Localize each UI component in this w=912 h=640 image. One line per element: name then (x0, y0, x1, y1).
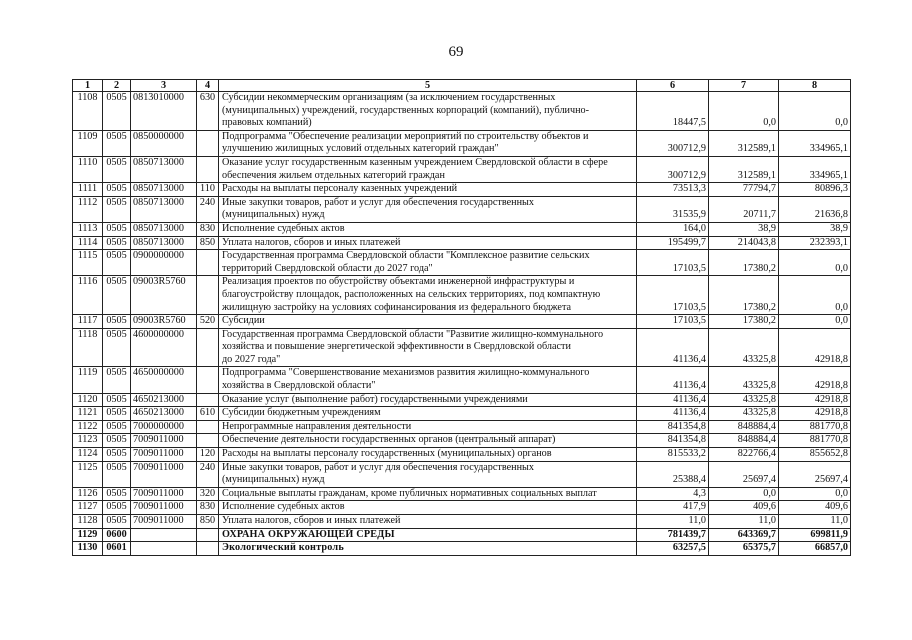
amount-col8-cell: 881770,8 (779, 434, 851, 448)
table-row (73, 222, 851, 236)
row-number-cell: 1117 (73, 315, 103, 329)
section-code-cell: 0505 (103, 130, 131, 156)
item-name-cell: Иные закупки товаров, работ и услуг для обеспечения государственных (муниципальных) нужд (219, 461, 637, 487)
amount-col8-cell: 334965,1 (779, 130, 851, 156)
amount-col8-cell: 21636,8 (779, 196, 851, 222)
header-cell: 5 (219, 80, 637, 92)
item-name-cell: Государственная программа Свердловской области "Комплексное развитие сельских территорий Свердловской области до 2027 года" (219, 250, 637, 276)
row-number-cell: 1126 (73, 487, 103, 501)
expense-type-cell (197, 276, 219, 315)
amount-col6-cell: 195499,7 (637, 236, 709, 250)
table-row (73, 130, 851, 156)
amount-col8-cell: 0,0 (779, 487, 851, 501)
amount-col7-cell: 409,6 (709, 501, 779, 515)
section-code-cell: 0505 (103, 434, 131, 448)
section-code-cell: 0505 (103, 448, 131, 462)
amount-col7-cell: 43325,8 (709, 407, 779, 421)
section-code-cell: 0600 (103, 528, 131, 542)
target-article-cell (131, 542, 197, 556)
expense-type-cell (197, 528, 219, 542)
row-number-cell: 1110 (73, 156, 103, 182)
target-article-cell: 0850713000 (131, 183, 197, 197)
amount-col7-cell: 214043,8 (709, 236, 779, 250)
header-cell: 3 (131, 80, 197, 92)
row-number-cell: 1116 (73, 276, 103, 315)
amount-col6-cell: 25388,4 (637, 461, 709, 487)
expense-type-cell (197, 542, 219, 556)
expense-type-cell (197, 156, 219, 182)
amount-col7-cell: 17380,2 (709, 276, 779, 315)
row-number-cell: 1115 (73, 250, 103, 276)
table-row (73, 487, 851, 501)
amount-col7-cell: 0,0 (709, 92, 779, 131)
header-cell: 6 (637, 80, 709, 92)
row-number-cell: 1119 (73, 367, 103, 393)
target-article-cell: 0813010000 (131, 92, 197, 131)
target-article-cell: 4650213000 (131, 407, 197, 421)
expense-type-cell (197, 393, 219, 407)
section-code-cell: 0505 (103, 156, 131, 182)
amount-col7-cell: 822766,4 (709, 448, 779, 462)
amount-col6-cell: 18447,5 (637, 92, 709, 131)
header-cell: 7 (709, 80, 779, 92)
amount-col8-cell: 38,9 (779, 222, 851, 236)
section-code-cell: 0505 (103, 487, 131, 501)
amount-col6-cell: 300712,9 (637, 130, 709, 156)
amount-col8-cell: 881770,8 (779, 420, 851, 434)
target-article-cell: 7009011000 (131, 434, 197, 448)
row-number-cell: 1109 (73, 130, 103, 156)
expense-type-cell (197, 250, 219, 276)
amount-col7-cell: 25697,4 (709, 461, 779, 487)
item-name-cell: Субсидии некоммерческим организациям (за исключением государственных (муниципальных) учреждений, государственных корпораций (компаний), публично- правовых компаний) (219, 92, 637, 131)
amount-col6-cell: 41136,4 (637, 367, 709, 393)
expense-type-cell (197, 130, 219, 156)
section-code-cell: 0505 (103, 515, 131, 529)
amount-col7-cell: 11,0 (709, 515, 779, 529)
target-article-cell: 4650000000 (131, 367, 197, 393)
item-name-cell: Уплата налогов, сборов и иных платежей (219, 515, 637, 529)
expense-type-cell: 850 (197, 236, 219, 250)
table-row (73, 542, 851, 556)
table-row (73, 196, 851, 222)
amount-col7-cell: 20711,7 (709, 196, 779, 222)
section-code-cell: 0505 (103, 420, 131, 434)
table-row (73, 315, 851, 329)
expense-type-cell: 120 (197, 448, 219, 462)
amount-col8-cell: 699811,9 (779, 528, 851, 542)
amount-col8-cell: 66857,0 (779, 542, 851, 556)
section-code-cell: 0505 (103, 367, 131, 393)
amount-col7-cell: 312589,1 (709, 156, 779, 182)
table-row (73, 461, 851, 487)
row-number-cell: 1130 (73, 542, 103, 556)
expense-type-cell: 630 (197, 92, 219, 131)
header-cell: 2 (103, 80, 131, 92)
row-number-cell: 1124 (73, 448, 103, 462)
amount-col7-cell: 643369,7 (709, 528, 779, 542)
target-article-cell: 4650213000 (131, 393, 197, 407)
target-article-cell: 0850713000 (131, 222, 197, 236)
section-code-cell: 0505 (103, 196, 131, 222)
table-row (73, 448, 851, 462)
row-number-cell: 1111 (73, 183, 103, 197)
expense-type-cell (197, 367, 219, 393)
amount-col6-cell: 41136,4 (637, 328, 709, 367)
target-article-cell: 7009011000 (131, 487, 197, 501)
row-number-cell: 1127 (73, 501, 103, 515)
amount-col6-cell: 73513,3 (637, 183, 709, 197)
amount-col8-cell: 0,0 (779, 92, 851, 131)
table-header-row (73, 80, 851, 92)
table-row (73, 156, 851, 182)
amount-col6-cell: 17103,5 (637, 250, 709, 276)
target-article-cell: 4600000000 (131, 328, 197, 367)
table-row (73, 420, 851, 434)
target-article-cell: 09003R5760 (131, 315, 197, 329)
amount-col6-cell: 17103,5 (637, 315, 709, 329)
amount-col7-cell: 77794,7 (709, 183, 779, 197)
expense-type-cell: 520 (197, 315, 219, 329)
amount-col8-cell: 0,0 (779, 250, 851, 276)
section-code-cell: 0505 (103, 92, 131, 131)
amount-col6-cell: 41136,4 (637, 393, 709, 407)
amount-col7-cell: 17380,2 (709, 315, 779, 329)
budget-table (72, 79, 851, 556)
expense-type-cell: 240 (197, 461, 219, 487)
target-article-cell: 0850713000 (131, 236, 197, 250)
amount-col6-cell: 300712,9 (637, 156, 709, 182)
expense-type-cell (197, 434, 219, 448)
amount-col8-cell: 409,6 (779, 501, 851, 515)
header-cell: 1 (73, 80, 103, 92)
table-row (73, 501, 851, 515)
expense-type-cell: 110 (197, 183, 219, 197)
target-article-cell: 7009011000 (131, 501, 197, 515)
table-row (73, 276, 851, 315)
item-name-cell: Расходы на выплаты персоналу государственных (муниципальных) органов (219, 448, 637, 462)
amount-col8-cell: 0,0 (779, 315, 851, 329)
item-name-cell: Расходы на выплаты персоналу казенных учреждений (219, 183, 637, 197)
row-number-cell: 1123 (73, 434, 103, 448)
row-number-cell: 1129 (73, 528, 103, 542)
target-article-cell: 7009011000 (131, 448, 197, 462)
amount-col8-cell: 232393,1 (779, 236, 851, 250)
amount-col8-cell: 334965,1 (779, 156, 851, 182)
item-name-cell: Реализация проектов по обустройству объектами инженерной инфраструктуры и благоустройству площадок, расположенных на сельских территориях, под компактную жилищную застройку на условиях софинансирования из федерального бюджета (219, 276, 637, 315)
amount-col6-cell: 63257,5 (637, 542, 709, 556)
item-name-cell: Подпрограмма "Совершенствование механизмов развития жилищно-коммунального хозяйства в Свердловской области" (219, 367, 637, 393)
table-row (73, 328, 851, 367)
amount-col8-cell: 42918,8 (779, 393, 851, 407)
amount-col6-cell: 841354,8 (637, 420, 709, 434)
target-article-cell: 7009011000 (131, 461, 197, 487)
expense-type-cell: 240 (197, 196, 219, 222)
item-name-cell: Непрограммные направления деятельности (219, 420, 637, 434)
table-row (73, 183, 851, 197)
section-code-cell: 0505 (103, 236, 131, 250)
amount-col7-cell: 17380,2 (709, 250, 779, 276)
amount-col6-cell: 815533,2 (637, 448, 709, 462)
section-code-cell: 0505 (103, 222, 131, 236)
header-cell: 8 (779, 80, 851, 92)
table-row (73, 407, 851, 421)
row-number-cell: 1108 (73, 92, 103, 131)
amount-col8-cell: 855652,8 (779, 448, 851, 462)
table-row (73, 515, 851, 529)
amount-col8-cell: 80896,3 (779, 183, 851, 197)
expense-type-cell: 830 (197, 222, 219, 236)
amount-col7-cell: 43325,8 (709, 393, 779, 407)
row-number-cell: 1125 (73, 461, 103, 487)
item-name-cell: Обеспечение деятельности государственных органов (центральный аппарат) (219, 434, 637, 448)
table-row (73, 393, 851, 407)
item-name-cell: Субсидии (219, 315, 637, 329)
target-article-cell: 0850713000 (131, 196, 197, 222)
row-number-cell: 1113 (73, 222, 103, 236)
amount-col8-cell: 11,0 (779, 515, 851, 529)
row-number-cell: 1118 (73, 328, 103, 367)
table-row (73, 92, 851, 131)
target-article-cell: 0900000000 (131, 250, 197, 276)
amount-col8-cell: 25697,4 (779, 461, 851, 487)
amount-col7-cell: 43325,8 (709, 328, 779, 367)
row-number-cell: 1121 (73, 407, 103, 421)
amount-col6-cell: 164,0 (637, 222, 709, 236)
item-name-cell: Экологический контроль (219, 542, 637, 556)
page-number: 69 (448, 44, 464, 60)
amount-col8-cell: 0,0 (779, 276, 851, 315)
item-name-cell: Исполнение судебных актов (219, 222, 637, 236)
section-code-cell: 0505 (103, 250, 131, 276)
item-name-cell: Исполнение судебных актов (219, 501, 637, 515)
expense-type-cell: 830 (197, 501, 219, 515)
row-number-cell: 1122 (73, 420, 103, 434)
amount-col6-cell: 17103,5 (637, 276, 709, 315)
expense-type-cell (197, 420, 219, 434)
amount-col8-cell: 42918,8 (779, 367, 851, 393)
amount-col7-cell: 0,0 (709, 487, 779, 501)
expense-type-cell: 850 (197, 515, 219, 529)
amount-col8-cell: 42918,8 (779, 407, 851, 421)
amount-col7-cell: 38,9 (709, 222, 779, 236)
item-name-cell: Оказание услуг (выполнение работ) государственными учреждениями (219, 393, 637, 407)
row-number-cell: 1114 (73, 236, 103, 250)
item-name-cell: Социальные выплаты гражданам, кроме публичных нормативных социальных выплат (219, 487, 637, 501)
amount-col6-cell: 11,0 (637, 515, 709, 529)
item-name-cell: Иные закупки товаров, работ и услуг для обеспечения государственных (муниципальных) нужд (219, 196, 637, 222)
amount-col6-cell: 4,3 (637, 487, 709, 501)
row-number-cell: 1112 (73, 196, 103, 222)
amount-col7-cell: 848884,4 (709, 420, 779, 434)
section-code-cell: 0505 (103, 461, 131, 487)
section-code-cell: 0505 (103, 393, 131, 407)
table-row (73, 367, 851, 393)
row-number-cell: 1128 (73, 515, 103, 529)
item-name-cell: Государственная программа Свердловской области "Развитие жилищно-коммунального хозяйства и повышение энергетической эффективности в Свердловской области до 2027 года" (219, 328, 637, 367)
section-code-cell: 0505 (103, 276, 131, 315)
target-article-cell (131, 528, 197, 542)
target-article-cell: 09003R5760 (131, 276, 197, 315)
section-code-cell: 0505 (103, 407, 131, 421)
amount-col7-cell: 312589,1 (709, 130, 779, 156)
item-name-cell: ОХРАНА ОКРУЖАЮЩЕЙ СРЕДЫ (219, 528, 637, 542)
amount-col8-cell: 42918,8 (779, 328, 851, 367)
table-row (73, 434, 851, 448)
target-article-cell: 7009011000 (131, 515, 197, 529)
amount-col6-cell: 31535,9 (637, 196, 709, 222)
section-code-cell: 0505 (103, 315, 131, 329)
expense-type-cell (197, 328, 219, 367)
table-row (73, 250, 851, 276)
item-name-cell: Подпрограмма "Обеспечение реализации мероприятий по строительству объектов и улучшению жилищных условий отдельных категорий граждан" (219, 130, 637, 156)
item-name-cell: Субсидии бюджетным учреждениям (219, 407, 637, 421)
amount-col7-cell: 65375,7 (709, 542, 779, 556)
expense-type-cell: 610 (197, 407, 219, 421)
row-number-cell: 1120 (73, 393, 103, 407)
target-article-cell: 0850000000 (131, 130, 197, 156)
amount-col6-cell: 781439,7 (637, 528, 709, 542)
target-article-cell: 0850713000 (131, 156, 197, 182)
header-cell: 4 (197, 80, 219, 92)
amount-col6-cell: 41136,4 (637, 407, 709, 421)
item-name-cell: Оказание услуг государственным казенным учреждением Свердловской области в сфере обеспечения жильем отдельных категорий граждан (219, 156, 637, 182)
amount-col6-cell: 841354,8 (637, 434, 709, 448)
amount-col6-cell: 417,9 (637, 501, 709, 515)
table-row (73, 528, 851, 542)
target-article-cell: 7000000000 (131, 420, 197, 434)
section-code-cell: 0505 (103, 183, 131, 197)
section-code-cell: 0505 (103, 328, 131, 367)
section-code-cell: 0601 (103, 542, 131, 556)
section-code-cell: 0505 (103, 501, 131, 515)
expense-type-cell: 320 (197, 487, 219, 501)
amount-col7-cell: 848884,4 (709, 434, 779, 448)
item-name-cell: Уплата налогов, сборов и иных платежей (219, 236, 637, 250)
table-row (73, 236, 851, 250)
amount-col7-cell: 43325,8 (709, 367, 779, 393)
